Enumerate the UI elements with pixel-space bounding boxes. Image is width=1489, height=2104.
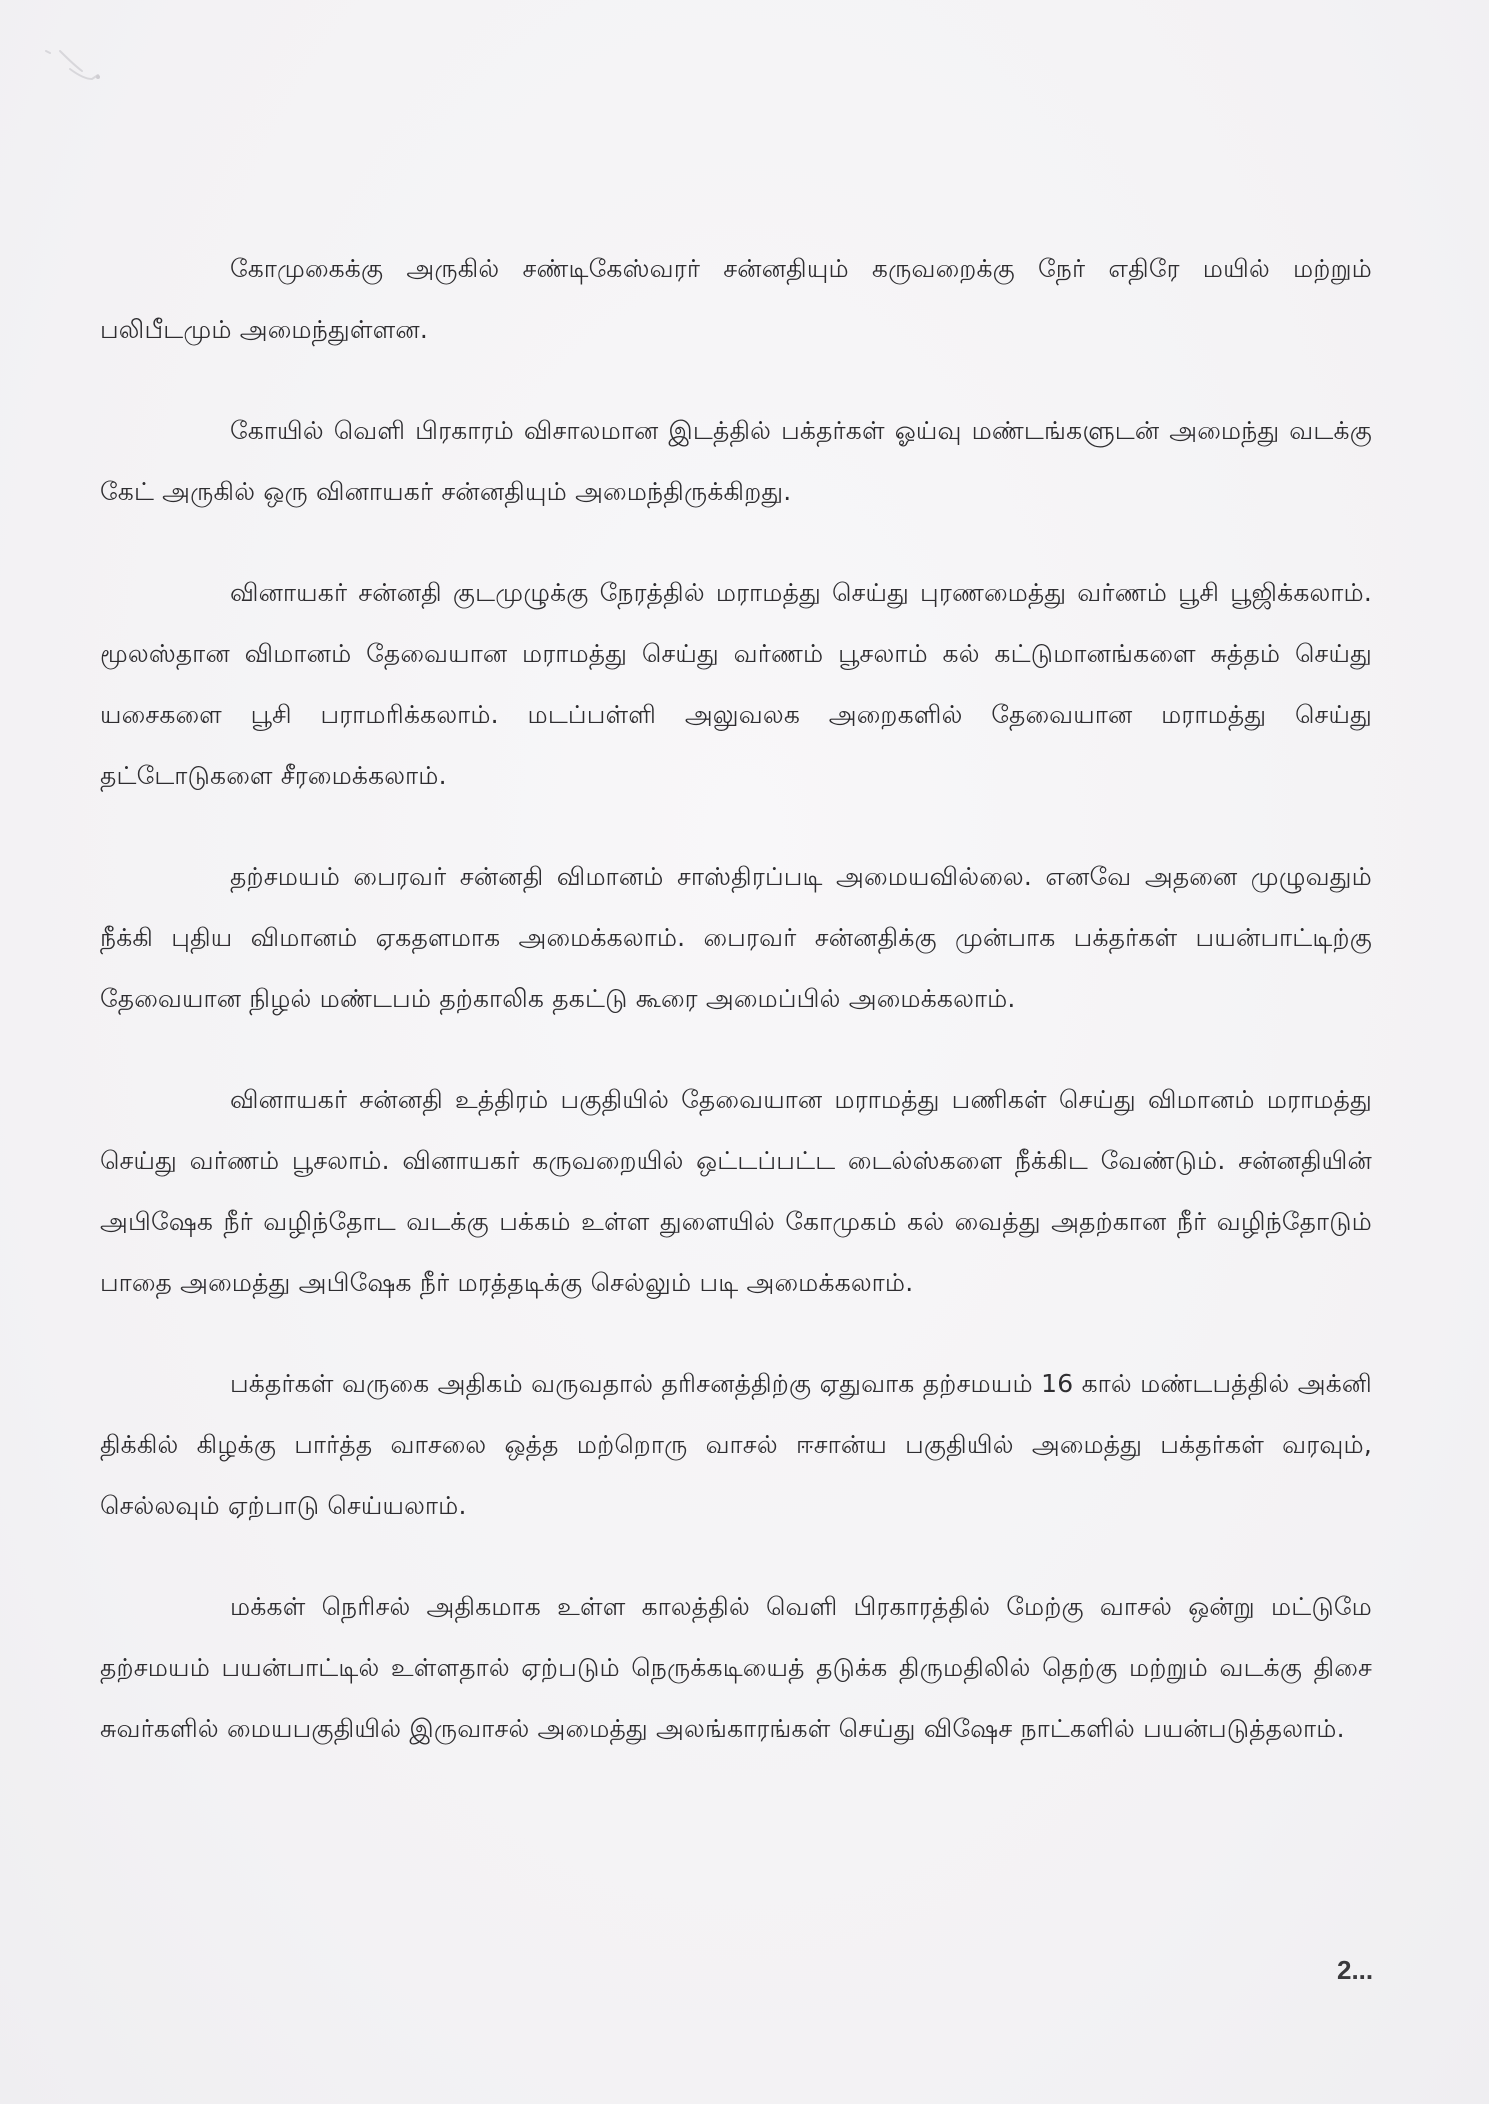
paragraph-3: வினாயகர் சன்னதி குடமுழுக்கு நேரத்தில் மராமத்து செய்து புரணமைத்து வர்ணம் பூசி பூஜிக்கலாம். மூலஸ்தான விமானம் தேவையான மராமத்து செய்து வர்ணம் பூசலாம் கல் கட்டுமானங்களை சுத்தம் செய்து யசைகளை பூசி பராமரிக்கலாம். மடப்பள்ளி அலுவலக அறைகளில் தேவையான மராமத்து செய்து தட்டோடுகளை சீரமைக்கலாம்.: [100, 578, 1372, 790]
page-number: 2...: [1337, 1955, 1374, 1985]
scan-artifact-icon: [42, 45, 122, 95]
document-body: [100, 238, 1372, 1799]
paragraph-4: தற்சமயம் பைரவர் சன்னதி விமானம் சாஸ்திரப்படி அமையவில்லை. எனவே அதனை முழுவதும் நீக்கி புதிய விமானம் ஏகதளமாக அமைக்கலாம். பைரவர் சன்னதிக்கு முன்பாக பக்தர்கள் பயன்பாட்டிற்கு தேவையான நிழல் மண்டபம் தற்காலிக தகட்டு கூரை அமைப்பில் அமைக்கலாம்.: [100, 862, 1372, 1013]
paragraph-6: பக்தர்கள் வருகை அதிகம் வருவதால் தரிசனத்திற்கு ஏதுவாக தற்சமயம் 16 கால் மண்டபத்தில் அக்னி திக்கில் கிழக்கு பார்த்த வாசலை ஒத்த மற்றொரு வாசல் ஈசான்ய பகுதியில் அமைத்து பக்தர்கள் வரவும், செல்லவும் ஏற்பாடு செய்யலாம்.: [100, 1369, 1372, 1520]
paragraph-5: வினாயகர் சன்னதி உத்திரம் பகுதியில் தேவையான மராமத்து பணிகள் செய்து விமானம் மராமத்து செய்து வர்ணம் பூசலாம். வினாயகர் கருவறையில் ஒட்டப்பட்ட டைல்ஸ்களை நீக்கிட வேண்டும். சன்னதியின் அபிஷேக நீர் வழிந்தோட வடக்கு பக்கம் உள்ள துளையில் கோமுகம் கல் வைத்து அதற்கான நீர் வழிந்தோடும் பாதை அமைத்து அபிஷேக நீர் மரத்தடிக்கு செல்லும் படி அமைக்கலாம்.: [100, 1085, 1372, 1297]
paragraph-7: மக்கள் நெரிசல் அதிகமாக உள்ள காலத்தில் வெளி பிரகாரத்தில் மேற்கு வாசல் ஒன்று மட்டுமே தற்சமயம் பயன்பாட்டில் உள்ளதால் ஏற்படும் நெருக்கடியைத் தடுக்க திருமதிலில் தெற்கு மற்றும் வடக்கு திசை சுவர்களில் மையபகுதியில் இருவாசல் அமைத்து அலங்காரங்கள் செய்து விஷேச நாட்களில் பயன்படுத்தலாம்.: [100, 1592, 1372, 1743]
paragraph-1: கோமுகைக்கு அருகில் சண்டிகேஸ்வரர் சன்னதியும் கருவறைக்கு நேர் எதிரே மயில் மற்றும் பலிபீடமும் அமைந்துள்ளன.: [100, 254, 1372, 344]
paragraph-2: கோயில் வெளி பிரகாரம் விசாலமான இடத்தில் பக்தர்கள் ஓய்வு மண்டங்களுடன் அமைந்து வடக்கு கேட் அருகில் ஒரு வினாயகர் சன்னதியும் அமைந்திருக்கிறது.: [100, 416, 1372, 506]
